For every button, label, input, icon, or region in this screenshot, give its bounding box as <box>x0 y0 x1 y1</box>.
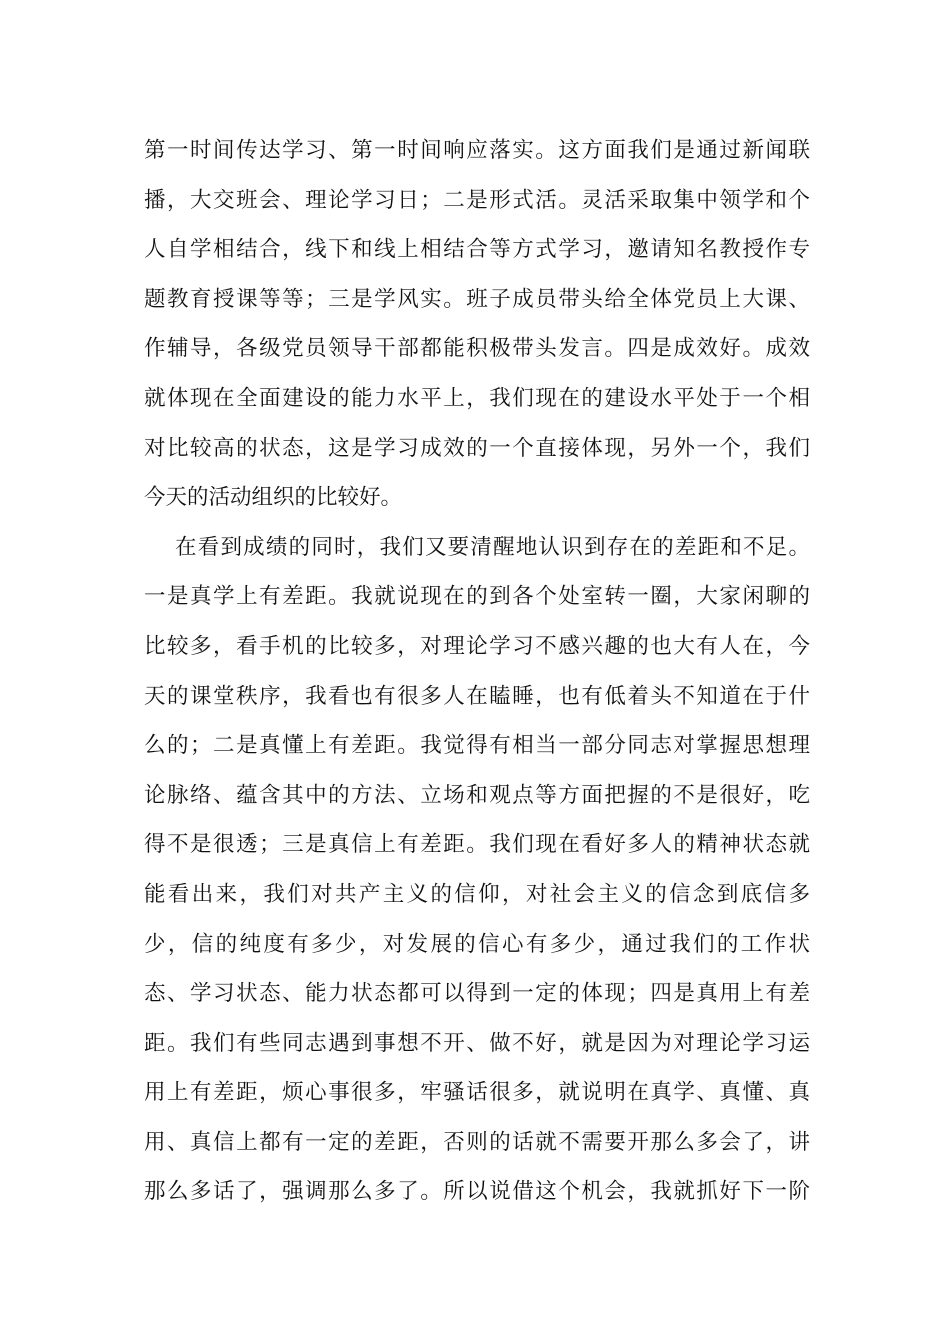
text-line: 论脉络、蕴含其中的方法、立场和观点等方面把握的不是很好，吃 <box>144 782 810 808</box>
text-line: 就体现在全面建设的能力水平上，我们现在的建设水平处于一个相 <box>144 385 810 411</box>
text-line: 在看到成绩的同时，我们又要清醒地认识到存在的差距和不足。 <box>175 534 810 560</box>
text-line: 能看出来，我们对共产主义的信仰，对社会主义的信念到底信多 <box>144 881 810 907</box>
text-line: 用上有差距，烦心事很多，牢骚话很多，就说明在真学、真懂、真 <box>144 1080 810 1106</box>
text-line: 作辅导，各级党员领导干部都能积极带头发言。四是成效好。成效 <box>144 336 810 362</box>
text-line: 人自学相结合，线下和线上相结合等方式学习，邀请知名教授作专 <box>144 237 810 263</box>
text-line: 题教育授课等等；三是学风实。班子成员带头给全体党员上大课、 <box>144 286 810 312</box>
text-line: 播，大交班会、理论学习日；二是形式活。灵活采取集中领学和个 <box>144 187 810 213</box>
document-body <box>144 126 810 1217</box>
text-line: 态、学习状态、能力状态都可以得到一定的体现；四是真用上有差 <box>144 981 810 1007</box>
paragraph-2 <box>144 523 810 1217</box>
text-line: 一是真学上有差距。我就说现在的到各个处室转一圈，大家闲聊的 <box>144 584 810 610</box>
text-line: 得不是很透；三是真信上有差距。我们现在看好多人的精神状态就 <box>144 832 810 858</box>
text-line: 少，信的纯度有多少，对发展的信心有多少，通过我们的工作状 <box>144 931 810 957</box>
text-line: 距。我们有些同志遇到事想不开、做不好，就是因为对理论学习运 <box>144 1030 810 1056</box>
paragraph-1 <box>144 126 810 523</box>
text-line: 天的课堂秩序，我看也有很多人在瞌睡，也有低着头不知道在于什 <box>144 683 810 709</box>
text-line: 么的；二是真懂上有差距。我觉得有相当一部分同志对掌握思想理 <box>144 733 810 759</box>
text-line: 今天的活动组织的比较好。 <box>144 485 403 511</box>
text-line: 比较多，看手机的比较多，对理论学习不感兴趣的也大有人在，今 <box>144 633 810 659</box>
text-line: 用、真信上都有一定的差距，否则的话就不需要开那么多会了，讲 <box>144 1129 810 1155</box>
text-line: 对比较高的状态，这是学习成效的一个直接体现，另外一个，我们 <box>144 435 810 461</box>
text-line: 第一时间传达学习、第一时间响应落实。这方面我们是通过新闻联 <box>144 138 810 163</box>
text-line: 那么多话了，强调那么多了。所以说借这个机会，我就抓好下一阶 <box>144 1179 810 1205</box>
